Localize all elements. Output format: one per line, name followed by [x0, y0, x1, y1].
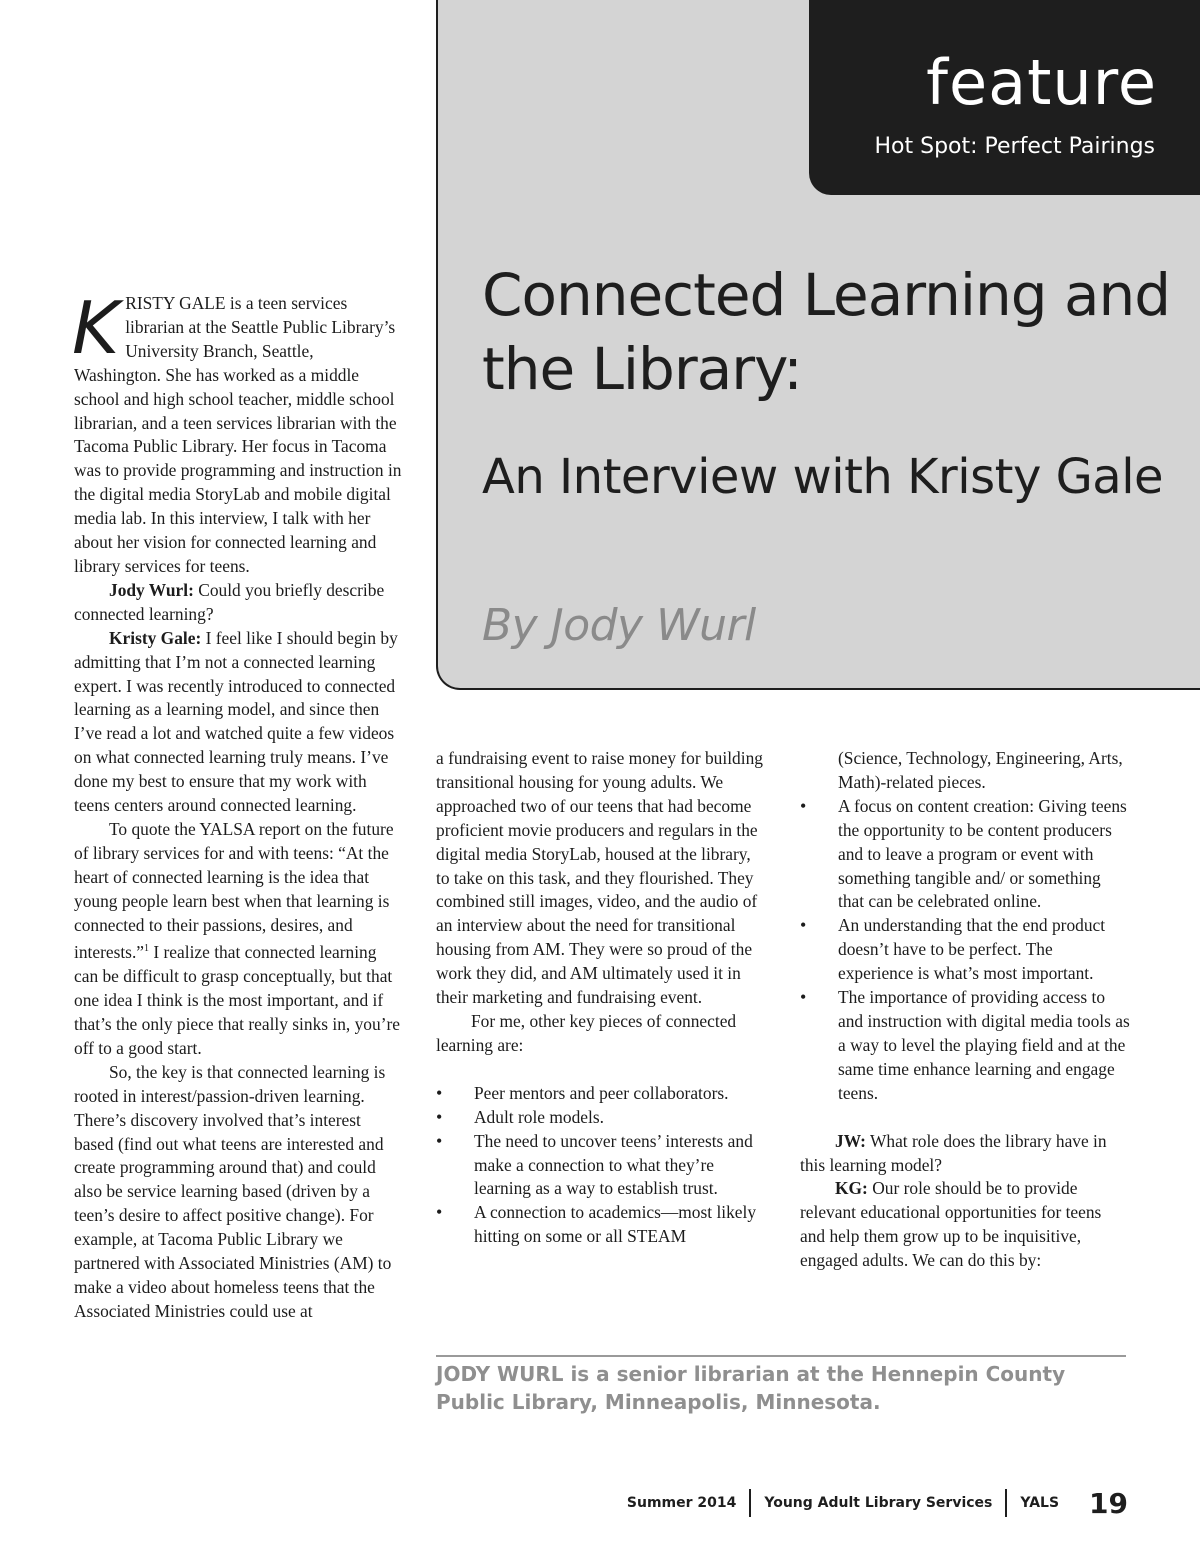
drop-cap: K	[72, 286, 120, 370]
key-paragraph: So, the key is that connected learning is rooted in interest/passion-driven learning. There’s discovery involved that’s interest based (find out what teens are interested and create programming around that) and could also be service learning based (driven by a teen’s desire to affect positive change). For example, at Tacoma Public Library we partnered with Associated Ministries (AM) to make a video about homeless teens that the Associated Ministries could use at	[74, 1061, 392, 1321]
question-2	[800, 1130, 1130, 1178]
question-text: What role does the library have in this learning model?	[800, 1130, 1107, 1175]
list-item: • Adult role models.	[436, 1106, 766, 1130]
quote-text-rest: I realize that connected learning can be difficult to grasp conceptually, but that one idea I think is the most important, and if that’s the only piece that really sinks in, you’re off to a good start.	[74, 942, 400, 1058]
speaker-label: KG:	[835, 1178, 868, 1199]
answer-text: Our role should be to provide relevant educational opportunities for teens and help them grow up to be inquisitive, engaged adults. We can do this by:	[800, 1178, 1102, 1271]
speaker-label: Kristy Gale:	[109, 627, 202, 648]
footnote-marker: 1	[144, 943, 150, 955]
list-item: • The importance of providing access to and instruction with digital media tools as a way to level the playing field and at the same time enhance learning and engage teens.	[800, 986, 1130, 1106]
key-pieces-list	[436, 1082, 766, 1249]
feature-tab	[809, 0, 1200, 195]
answer-1	[74, 627, 404, 818]
page-number: 19	[1089, 1486, 1128, 1520]
page-footer	[627, 1486, 1128, 1520]
list-item: • Peer mentors and peer collaborators.	[436, 1082, 766, 1106]
speaker-label: JW:	[835, 1130, 866, 1151]
issue-date: Summer 2014	[626, 1495, 737, 1511]
list-item-continued: (Science, Technology, Engineering, Arts, Math)-related pieces.	[838, 748, 1123, 792]
continued-paragraph: a fundraising event to raise money for building transitional housing for young adults. We approached two of our teens that had become proficient movie producers and regulars in the digital media StoryLab, housed at the library, to take on this task, and they flourished. They combined still images, video, and the audio of an interview about the need for transitional housing from AM. They were so proud of the work they did, and AM ultimately used it in their marketing and fundraising event.	[436, 748, 763, 1008]
bio-divider	[436, 1355, 1126, 1357]
footer-divider	[1005, 1489, 1007, 1517]
list-item: • An understanding that the end product doesn’t have to be perfect. The experience is what’s most important.	[800, 914, 1130, 986]
section-label: feature	[926, 46, 1157, 119]
key-pieces-list-continued	[800, 795, 1130, 1106]
article-subtitle: An Interview with Kristy Gale	[482, 449, 1164, 505]
article-byline: By Jody Wurl	[482, 600, 756, 651]
question-text: Could you briefly describe connected learning?	[74, 579, 385, 624]
column-3	[800, 747, 1130, 1273]
section-sublabel: Hot Spot: Perfect Pairings	[874, 134, 1155, 159]
speaker-label: Jody Wurl:	[109, 579, 194, 600]
author-bio: JODY WURL is a senior librarian at the Hennepin County Public Library, Minneapolis, Minnesota.	[436, 1362, 1066, 1414]
answer-text: I feel like I should begin by admitting that I’m not a connected learning expert. I was recently introduced to connected learning as a learning model, and since then I’ve read a lot and watched quite a few videos on what connected learning truly means. I’ve done my best to ensure that my work with teens centers around connected learning.	[74, 627, 398, 816]
column-2	[436, 747, 766, 1249]
footer-divider	[749, 1489, 751, 1517]
article-title: Connected Learning and the Library:	[482, 261, 1171, 403]
intro-paragraph	[72, 286, 404, 579]
quote-text: To quote the YALSA report on the future of library services for and with teens: “At the heart of connected learning is the idea that young people learn best when that learning is connected to their passions, desires, and interests.”	[74, 818, 394, 963]
column-1	[72, 286, 404, 1324]
list-item: • The need to uncover teens’ interests and make a connection to what they’re learning as a way to establish trust.	[436, 1130, 766, 1202]
publication-abbr: YALS	[1020, 1495, 1060, 1511]
list-item: • A connection to academics—most likely hitting on some or all STEAM	[436, 1201, 766, 1249]
key-pieces-intro: For me, other key pieces of connected learning are:	[436, 1010, 737, 1055]
list-item: • A focus on content creation: Giving teens the opportunity to be content producers and to leave a program or event with something tangible and/ or something that can be celebrated online.	[800, 795, 1130, 915]
answer-2	[800, 1177, 1130, 1273]
question-1	[74, 579, 404, 627]
intro-text: RISTY GALE is a teen services librarian at the Seattle Public Library’s University Branch, Seattle, Washington. She has worked as a middle school and high school teacher, middle school librarian, and a teen services librarian with the Tacoma Public Library. Her focus in Tacoma was to provide programming and instruction in the digital media StoryLab and mobile digital media lab. In this interview, I talk with her about her vision for connected learning and library services for teens.	[74, 293, 402, 576]
quote-paragraph	[74, 818, 404, 1061]
publication-name: Young Adult Library Services	[764, 1495, 993, 1511]
